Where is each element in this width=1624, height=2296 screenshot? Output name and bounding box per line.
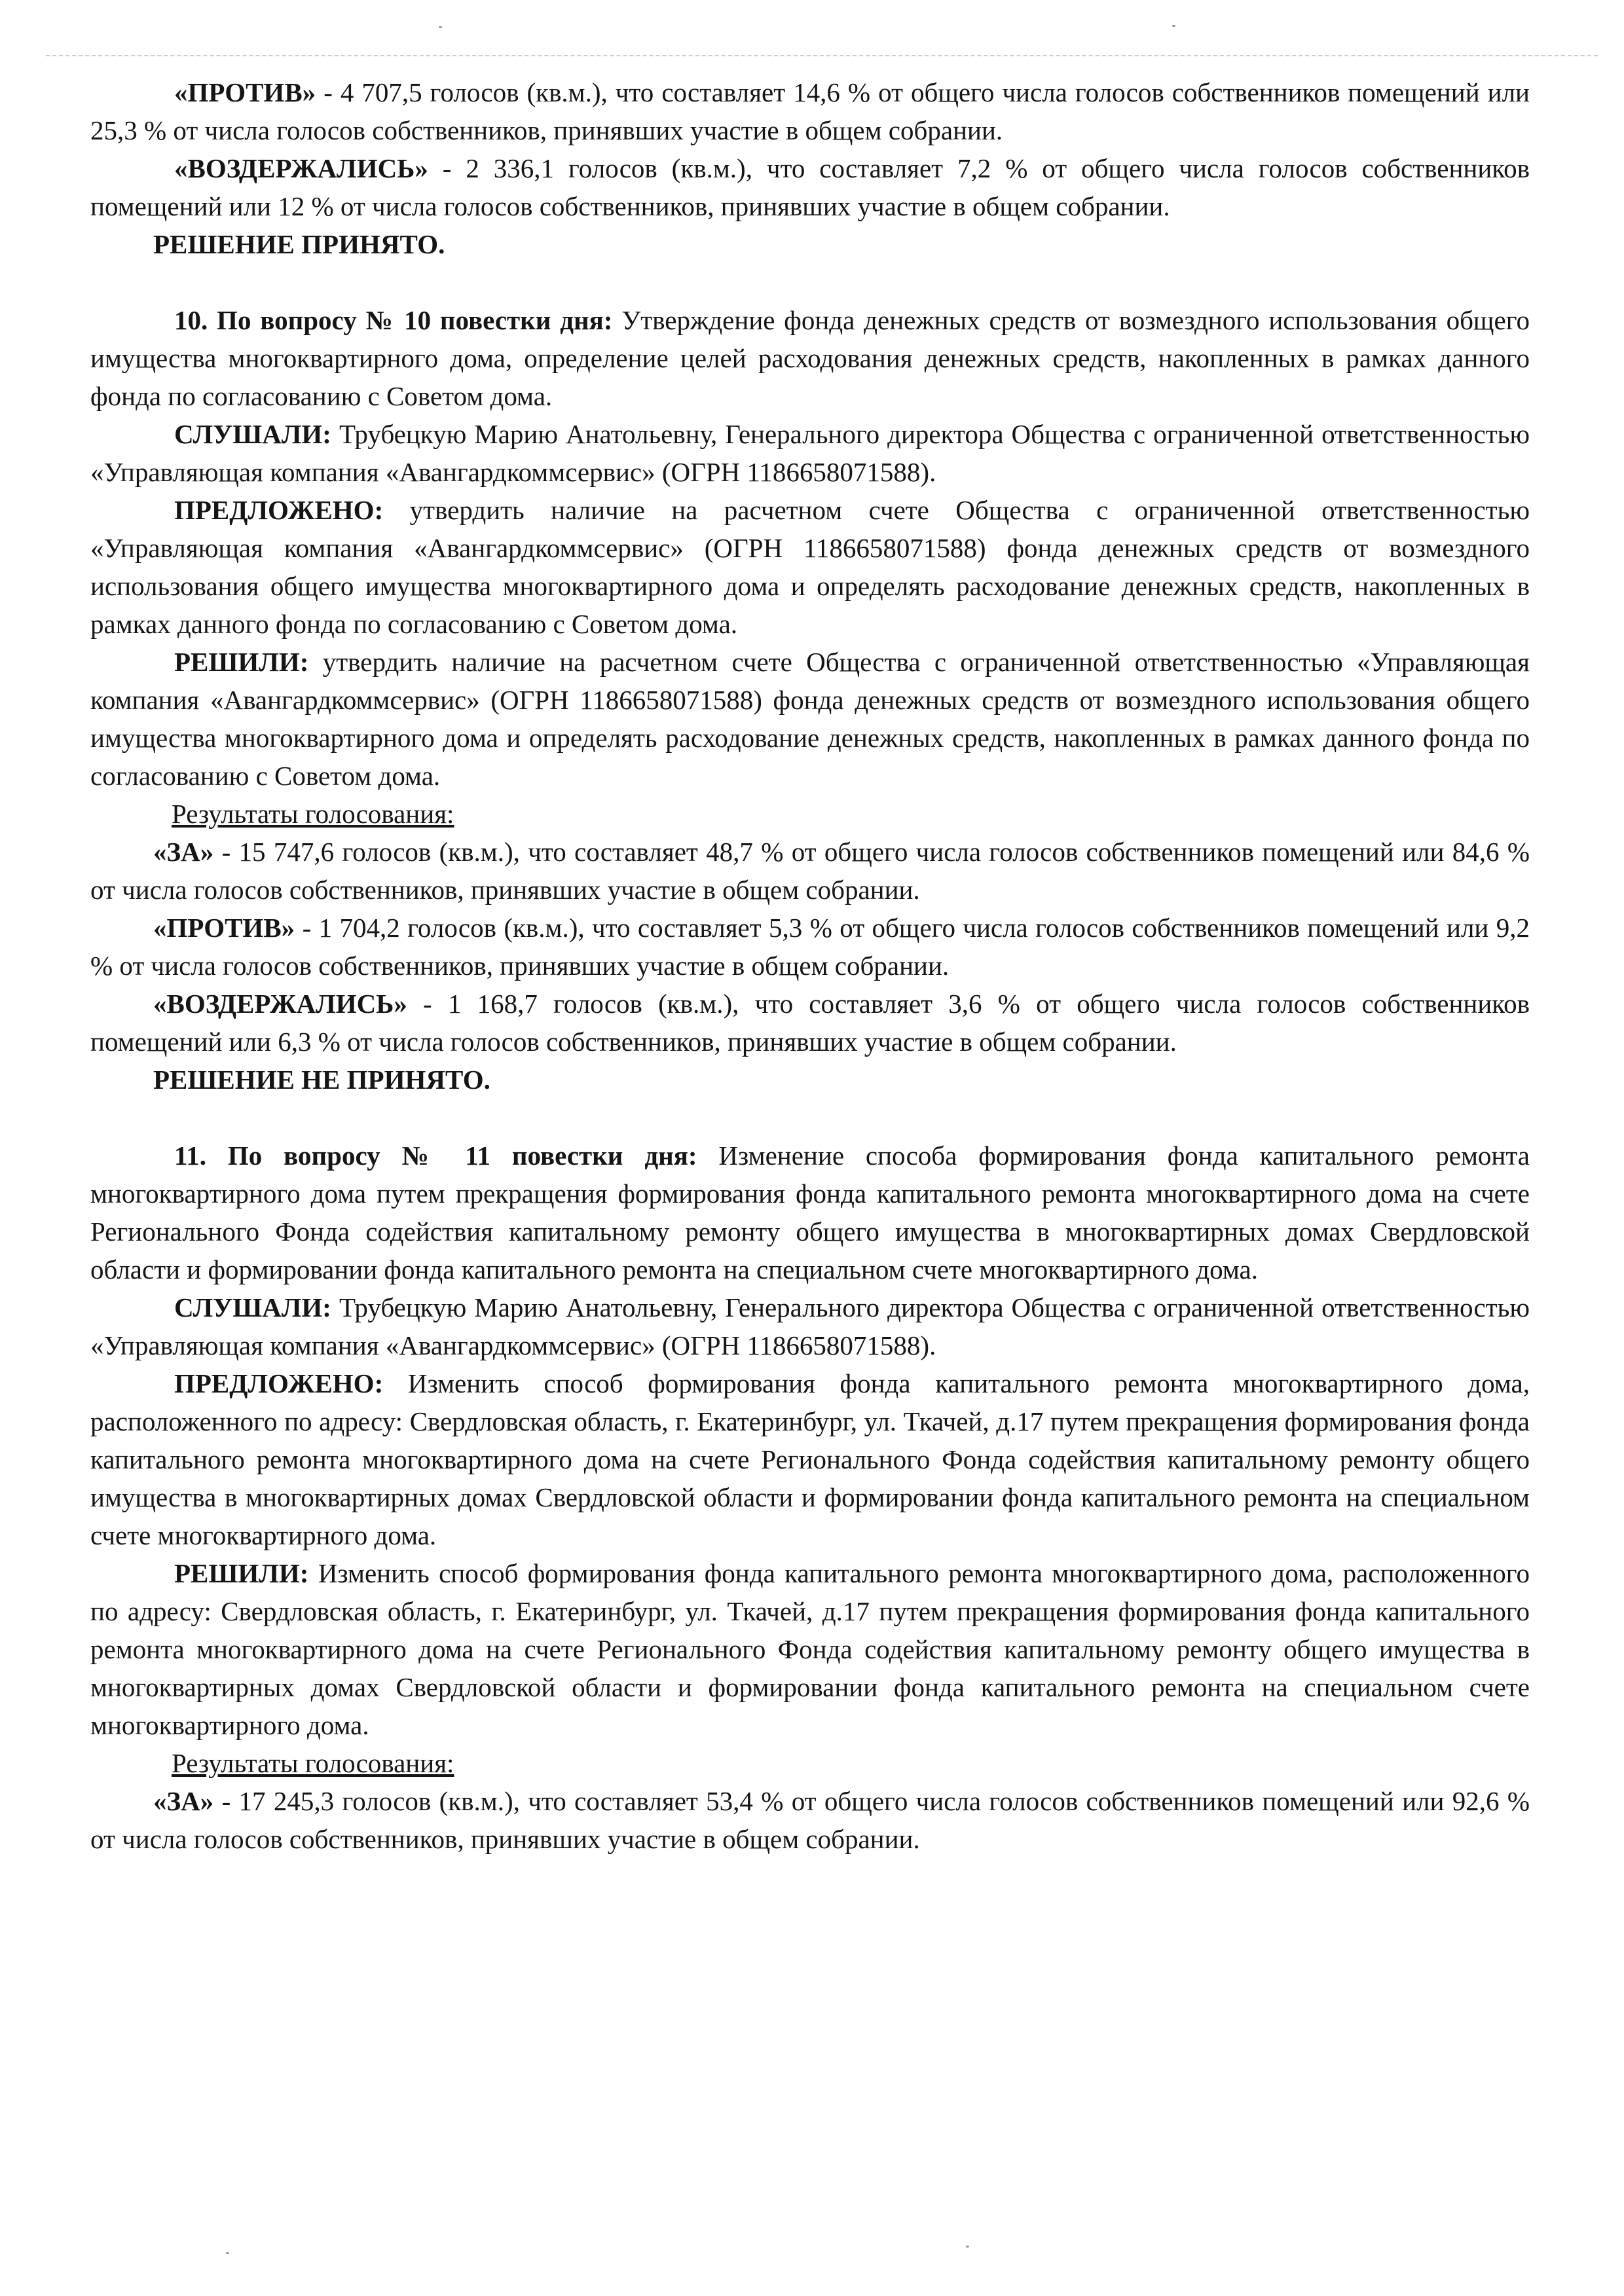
resolved-text: утвердить наличие на расчетном счете Общества с ограниченной ответственностью «Управляющая компания «Авангардкоммсервис» (ОГРН 1186658071588) фонда денежных средств от возмездного использования общего имущества многоквартирного дома и определять расходование денежных средств, накопленных в рамках данного фонда по согласованию с Советом дома.	[90, 647, 1530, 791]
vote-abstain-paragraph	[90, 985, 1530, 1061]
agenda-item-10-heading: 10. По вопросу № 10 повестки дня:	[174, 305, 613, 335]
resolved-label: РЕШИЛИ:	[174, 647, 309, 677]
resolved-text: Изменить способ формирования фонда капитального ремонта многоквартирного дома, расположенного по адресу: Свердловская область, г. Екатеринбург, ул. Ткачей, д.17 путем прекращения формирования фонда капитального ремонта многоквартирного дома на счете Регионального Фонда содействия капитальному ремонту общего имущества в многоквартирных домах Свердловской области и формировании фонда капитального ремонта на специальном счете многоквартирного дома.	[90, 1558, 1530, 1740]
voting-results-heading: Результаты голосования:	[172, 799, 454, 829]
proposed-text: утвердить наличие на расчетном счете Общества с ограниченной ответственностью «Управляющая компания «Авангардкоммсервис» (ОГРН 1186658071588) фонда денежных средств от возмездного использования общего имущества многоквартирного дома и определять расходование денежных средств, накопленных в рамках данного фонда по согласованию с Советом дома.	[90, 495, 1530, 639]
spacer	[90, 263, 1530, 301]
scan-speck	[439, 26, 442, 28]
vote-abstain-paragraph	[90, 149, 1530, 225]
spacer	[90, 1099, 1530, 1137]
vote-for-paragraph	[90, 1782, 1530, 1858]
heard-label: СЛУШАЛИ:	[174, 419, 331, 449]
vote-against-paragraph	[90, 909, 1530, 985]
vote-for-label: «ЗА»	[153, 1786, 214, 1816]
proposed-paragraph	[90, 1364, 1530, 1554]
proposed-paragraph	[90, 491, 1530, 643]
document-body	[90, 73, 1530, 1858]
heard-paragraph	[90, 1288, 1530, 1364]
vote-abstain-text: - 1 168,7 голосов (кв.м.), что составляет 3,6 % от общего числа голосов собственников помещений или 6,3 % от числа голосов собственников, принявших участие в общем собрании.	[90, 989, 1530, 1057]
proposed-label: ПРЕДЛОЖЕНО:	[174, 495, 384, 525]
agenda-item-11-topic: Изменение способа формирования фонда капитального ремонта многоквартирного дома путем прекращения формирования фонда капитального ремонта многоквартирного дома на счете Регионального Фонда содействия капитальному ремонту общего имущества в многоквартирных домах Свердловской области и формировании фонда капитального ремонта на специальном счете многоквартирного дома.	[90, 1140, 1530, 1285]
proposed-text: Изменить способ формирования фонда капитального ремонта многоквартирного дома, расположенного по адресу: Свердловская область, г. Екатеринбург, ул. Ткачей, д.17 путем прекращения формирования фонда капитального ремонта многоквартирного дома на счете Регионального Фонда содействия капитальному ремонту общего имущества в многоквартирных домах Свердловской области и формировании фонда капитального ремонта на специальном счете многоквартирного дома.	[90, 1368, 1530, 1550]
decision-adopted: РЕШЕНИЕ ПРИНЯТО.	[153, 229, 445, 259]
heard-text: Трубецкую Марию Анатольевну, Генерального директора Общества с ограниченной ответственностью «Управляющая компания «Авангардкоммсервис» (ОГРН 1186658071588).	[90, 419, 1530, 487]
agenda-item-11	[90, 1137, 1530, 1288]
vote-against-text: - 1 704,2 голосов (кв.м.), что составляет 5,3 % от общего числа голосов собственников помещений или 9,2 % от числа голосов собственников, принявших участие в общем собрании.	[90, 913, 1530, 981]
vote-against-label: «ПРОТИВ»	[174, 77, 316, 107]
vote-against-text: - 4 707,5 голосов (кв.м.), что составляет 14,6 % от общего числа голосов собственников помещений или 25,3 % от числа голосов собственников, принявших участие в общем собрании.	[90, 77, 1530, 145]
vote-abstain-label: «ВОЗДЕРЖАЛИСЬ»	[153, 989, 407, 1019]
scan-noise-line	[46, 55, 1598, 60]
decision-not-adopted: РЕШЕНИЕ НЕ ПРИНЯТО.	[153, 1065, 490, 1095]
agenda-item-10-topic: Утверждение фонда денежных средств от возмездного использования общего имущества многоквартирного дома, определение целей расходования денежных средств, накопленных в рамках данного фонда по согласованию с Советом дома.	[90, 305, 1530, 411]
scan-speck	[226, 2252, 229, 2254]
voting-results-heading: Результаты голосования:	[172, 1748, 454, 1778]
vote-abstain-label: «ВОЗДЕРЖАЛИСЬ»	[174, 153, 428, 183]
proposed-label: ПРЕДЛОЖЕНО:	[174, 1368, 384, 1398]
resolved-paragraph	[90, 643, 1530, 795]
vote-against-paragraph	[90, 73, 1530, 149]
resolved-paragraph	[90, 1554, 1530, 1744]
agenda-item-10	[90, 301, 1530, 415]
agenda-item-11-heading: 11. По вопросу № 11 повестки дня:	[174, 1140, 697, 1171]
vote-for-label: «ЗА»	[153, 837, 214, 867]
scan-speck	[966, 2246, 969, 2248]
vote-for-paragraph	[90, 833, 1530, 909]
vote-abstain-text: - 2 336,1 голосов (кв.м.), что составляет 7,2 % от общего числа голосов собственников помещений или 12 % от числа голосов собственников, принявших участие в общем собрании.	[90, 153, 1530, 221]
heard-paragraph	[90, 415, 1530, 491]
resolved-label: РЕШИЛИ:	[174, 1558, 309, 1588]
vote-for-text: - 15 747,6 голосов (кв.м.), что составляет 48,7 % от общего числа голосов собственников помещений или 84,6 % от числа голосов собственников, принявших участие в общем собрании.	[90, 837, 1530, 905]
heard-text: Трубецкую Марию Анатольевну, Генерального директора Общества с ограниченной ответственностью «Управляющая компания «Авангардкоммсервис» (ОГРН 1186658071588).	[90, 1292, 1530, 1360]
scan-speck	[1172, 25, 1175, 27]
vote-for-text: - 17 245,3 голосов (кв.м.), что составляет 53,4 % от общего числа голосов собственников помещений или 92,6 % от числа голосов собственников, принявших участие в общем собрании.	[90, 1786, 1530, 1854]
heard-label: СЛУШАЛИ:	[174, 1292, 331, 1322]
vote-against-label: «ПРОТИВ»	[153, 913, 295, 943]
